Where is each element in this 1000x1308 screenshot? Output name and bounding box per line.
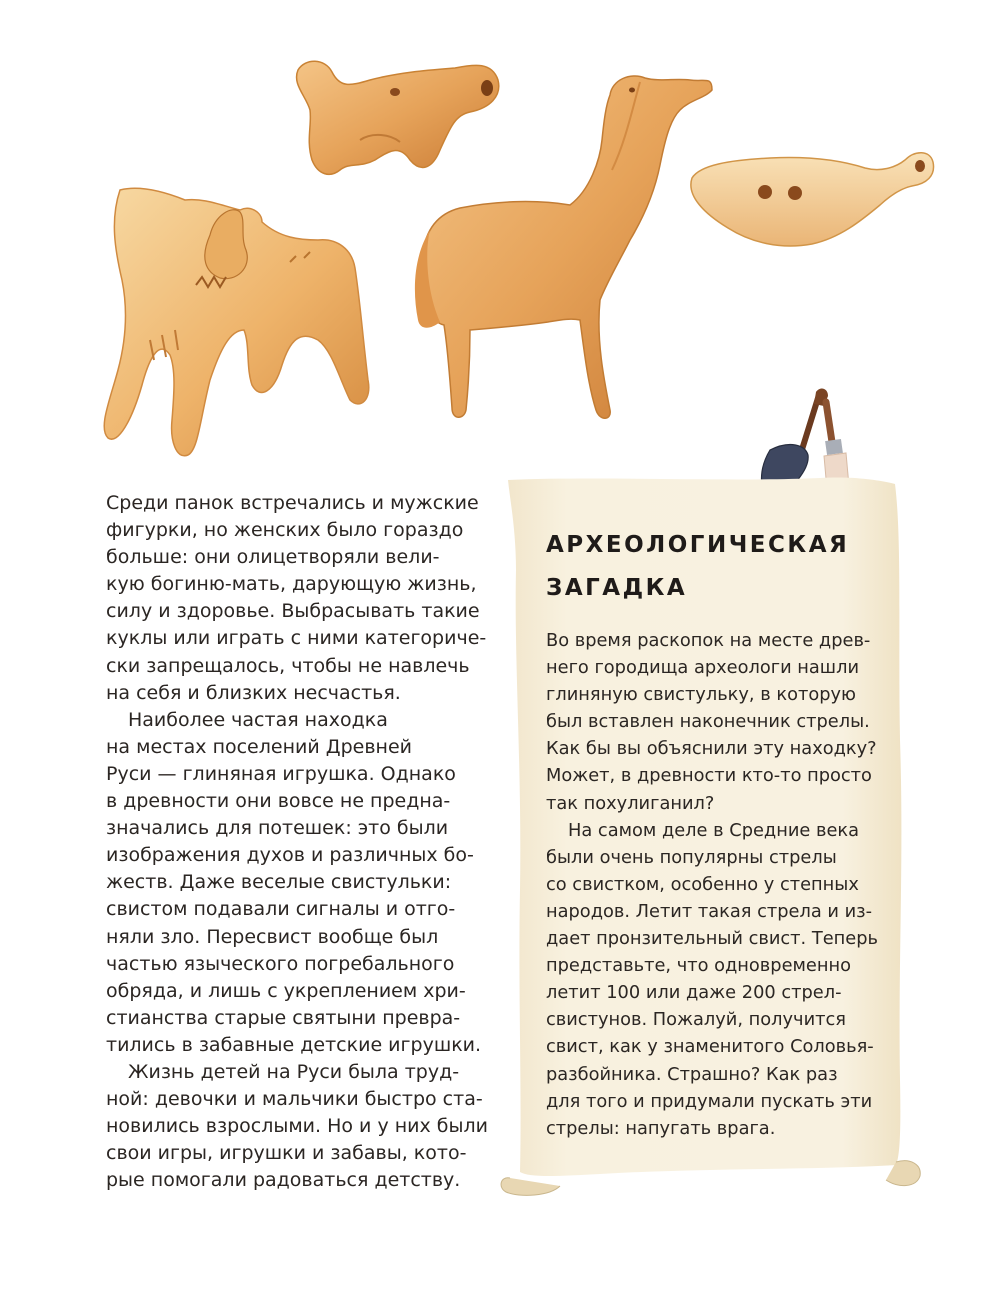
main-text-line: обряда, и лишь с укреплением хри- <box>106 979 466 1002</box>
sidebar-text-line: Может, в древности кто-то просто <box>546 765 872 787</box>
main-text-line: частью языческого погребального <box>106 952 455 975</box>
main-text-line: Руси — глиняная игрушка. Однако <box>106 762 456 785</box>
main-text-line: Жизнь детей на Руси была труд- <box>128 1060 460 1083</box>
main-text-line: свои игры, игрушки и забавы, кото- <box>106 1142 467 1165</box>
main-text-line: Наиболее частая находка <box>128 708 388 731</box>
main-text-line: на себя и близких несчастья. <box>106 681 401 704</box>
sidebar-text-line: так похулиганил? <box>546 792 715 814</box>
main-text-line: на местах поселений Древней <box>106 735 412 758</box>
sidebar-text-line: дает пронзительный свист. Теперь <box>546 928 878 950</box>
main-text-line: тились в забавные детские игрушки. <box>106 1033 482 1056</box>
sidebar-text-line: Как бы вы объяснили эту находку? <box>546 738 877 760</box>
sidebar-text-line: для того и придумали пускать эти <box>546 1090 873 1112</box>
sidebar-text-line: летит 100 или даже 200 стрел- <box>546 982 842 1004</box>
sidebar-text-line: свистунов. Пожалуй, получится <box>546 1009 846 1031</box>
sidebar-text-line: глиняную свистульку, в которую <box>546 684 856 706</box>
sidebar-title-line: АРХЕОЛОГИЧЕСКАЯ <box>546 532 850 558</box>
main-text-line: ной: девочки и мальчики быстро ста- <box>106 1088 483 1111</box>
sidebar-text-line: него городища археологи нашли <box>546 657 860 679</box>
sidebar-text-line: свист, как у знаменитого Соловья- <box>546 1036 874 1058</box>
main-text-line: значались для потешек: это были <box>106 817 449 840</box>
clay-horse-figurine <box>415 76 712 418</box>
clay-bird-whistle <box>691 153 934 246</box>
sidebar-text-line: На самом деле в Средние века <box>568 819 860 841</box>
main-text-line: жеств. Даже веселые свистульки: <box>106 871 452 894</box>
main-text-line: ски запрещалось, чтобы не навлечь <box>106 654 470 677</box>
main-text-line: в древности они вовсе не предна- <box>106 790 451 813</box>
sidebar-text-line: разбойника. Страшно? Как раз <box>546 1063 838 1085</box>
main-text-line: свистом подавали сигналы и отго- <box>106 898 456 921</box>
clay-boar-whistle <box>297 61 499 174</box>
sidebar-title-line: ЗАГАДКА <box>546 575 688 601</box>
sidebar-text-line: были очень популярны стрелы <box>546 846 837 868</box>
main-text-line: фигурки, но женских было гораздо <box>106 519 464 542</box>
main-text-line: куклы или играть с ними категориче- <box>106 627 487 650</box>
sidebar-text-line: представьте, что одновременно <box>546 955 851 977</box>
main-text-line: няли зло. Пересвист вообще был <box>106 925 439 948</box>
sidebar-text-line: народов. Летит такая стрела и из- <box>546 900 873 922</box>
main-article <box>106 490 496 1194</box>
sidebar-text-line: был вставлен наконечник стрелы. <box>546 711 870 733</box>
sidebar-text-line: Во время раскопок на месте древ- <box>546 630 871 651</box>
main-text-line: стианства старые святыни превра- <box>106 1006 461 1029</box>
main-text-line: рые помогали радоваться детству. <box>106 1169 461 1192</box>
sidebar-title <box>546 524 926 610</box>
sidebar-text-line: со свистком, особенно у степных <box>546 873 859 895</box>
sidebar-text <box>546 627 876 1142</box>
main-text-line: новились взрослыми. Но и у них были <box>106 1115 488 1138</box>
main-text-line: кую богиню-мать, дарующую жизнь, <box>106 573 477 596</box>
main-text-line: силу и здоровье. Выбрасывать такие <box>106 600 480 623</box>
sidebar-text-line: стрелы: напугать врага. <box>546 1117 776 1139</box>
main-text-line: больше: они олицетворяли вели- <box>106 546 440 569</box>
main-text-line: изображения духов и различных бо- <box>106 844 474 867</box>
clay-toys-illustration <box>0 0 1000 480</box>
main-text-line: Среди панок встречались и мужские <box>106 492 479 514</box>
clay-bear-figurine <box>104 188 369 455</box>
